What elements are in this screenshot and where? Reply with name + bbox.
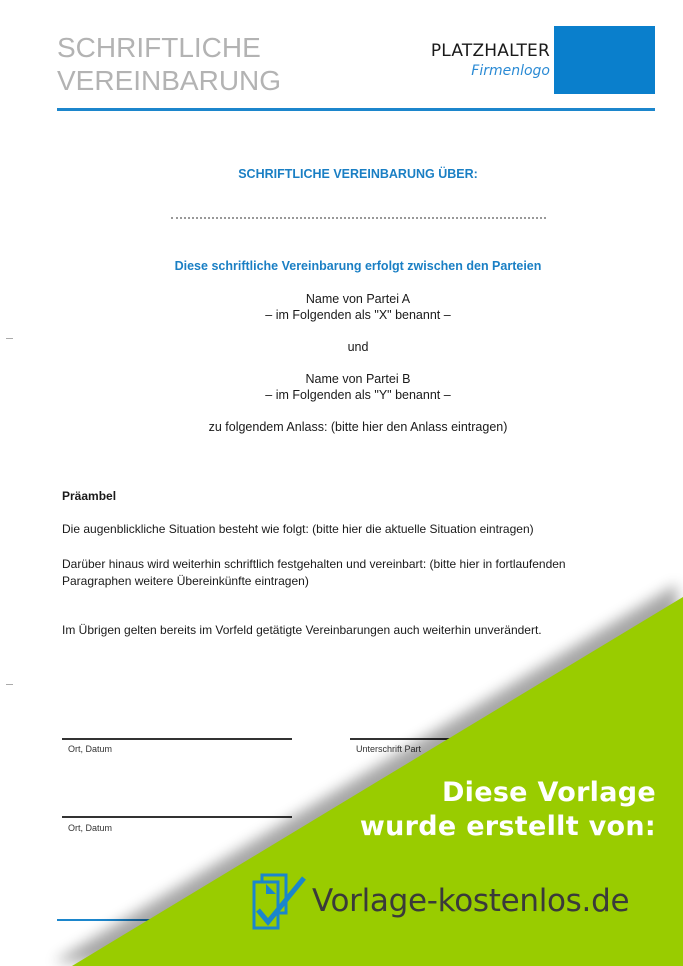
party-b-name: Name von Partei B [305, 372, 411, 386]
title-line-1: SCHRIFTLICHE [57, 32, 261, 63]
preamble-situation: Die augenblickliche Situation besteht wie folgt: (bitte hier die aktuelle Situation eintragen) [62, 522, 534, 536]
preamble-agreement-line-1: Darüber hinaus wird weiterhin schriftlich festgehalten und vereinbart: (bitte hier in fortlaufenden [62, 557, 566, 571]
signature-label-1: Unterschrift Part [356, 744, 422, 754]
preamble-agreement-line-2: Paragraphen weitere Übereinkünfte eintragen) [62, 574, 309, 588]
occasion-line: zu folgendem Anlass: (bitte hier den Anlass eintragen) [208, 420, 508, 434]
logo-sub-text: Firmenlogo [471, 63, 550, 79]
title-line-2: VEREINBARUNG [57, 65, 282, 96]
place-date-label-1: Ort, Datum [68, 744, 113, 754]
place-date-label-2: Ort, Datum [68, 823, 113, 833]
document-check-icon [252, 872, 310, 930]
logo-main-text: PLATZHALTER [430, 41, 550, 61]
party-connector: und [347, 340, 369, 354]
promo-text [360, 776, 656, 844]
parties-heading: Diese schriftliche Vereinbarung erfolgt zwischen den Parteien [174, 259, 542, 273]
brand-name: Vorlage-kostenlos.de [312, 883, 630, 919]
agreement-subject-heading: SCHRIFTLICHE VEREINBARUNG ÜBER: [238, 167, 478, 181]
brand-logo[interactable] [252, 872, 629, 930]
party-b-alias: – im Folgenden als "Y" benannt – [265, 388, 451, 402]
promo-line-2: wurde erstellt von: [359, 811, 656, 842]
party-a-name: Name von Partei A [305, 292, 411, 306]
party-a-alias: – im Folgenden als "X" benannt – [265, 308, 451, 322]
promo-line-1: Diese Vorlage [441, 777, 656, 808]
preamble-heading: Präambel [62, 489, 117, 503]
preamble-closing: Im Übrigen gelten bereits im Vorfeld getätigte Vereinbarungen auch weiterhin unverändert. [62, 623, 542, 637]
